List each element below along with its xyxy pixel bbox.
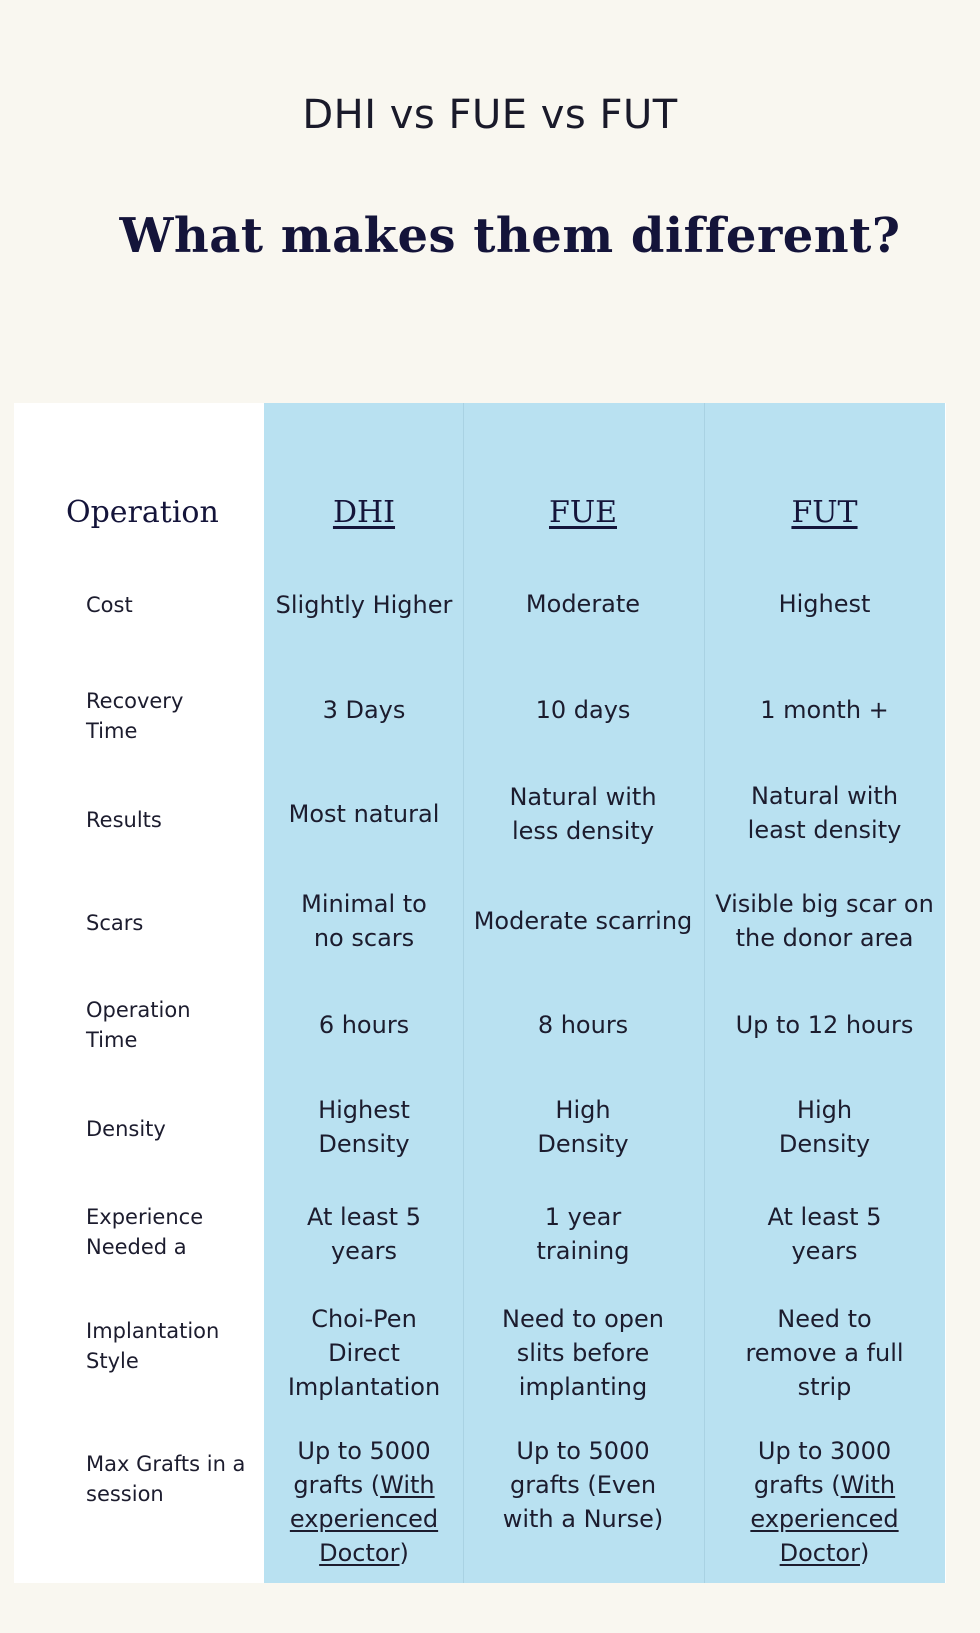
cell-grafts-fut: Up to 3000 grafts (With experienced Doctor) xyxy=(750,1437,899,1567)
cell-optime-fue: 8 hours xyxy=(537,1011,629,1039)
cell-optime-dhi: 6 hours xyxy=(318,1011,410,1039)
column-header-fue: FUE xyxy=(549,495,617,530)
experienced-doctor-link[interactable]: With experienced Doctor xyxy=(750,1471,899,1567)
cell-cost-dhi: Slightly Higher xyxy=(275,591,453,619)
row-label-implantation-style: Implantation Style xyxy=(86,1319,220,1373)
cell-density-fue: High Density xyxy=(537,1096,629,1158)
row-label-experience: Experience Needed a xyxy=(86,1205,204,1259)
cell-optime-fut: Up to 12 hours xyxy=(735,1011,914,1039)
row-label-cost: Cost xyxy=(86,593,133,617)
column-header-dhi: DHI xyxy=(332,495,396,530)
cell-grafts-dhi: Up to 5000 grafts (With experienced Doctor) xyxy=(289,1437,439,1567)
cell-density-dhi: Highest Density xyxy=(318,1096,410,1158)
row-label-max-grafts: Max Grafts in a session xyxy=(86,1452,246,1506)
cell-recovery-dhi: 3 Days xyxy=(322,696,406,724)
cell-experience-dhi: At least 5 years xyxy=(307,1203,421,1265)
cell-implantation-dhi: Choi-Pen Direct Implantation xyxy=(287,1305,441,1401)
comparison-subtitle: DHI vs FUE vs FUT xyxy=(302,92,678,138)
row-label-density: Density xyxy=(86,1117,166,1141)
row-label-operation-time: Operation Time xyxy=(86,998,191,1052)
cell-recovery-fue: 10 days xyxy=(535,696,631,724)
cell-results-fut: Natural with least density xyxy=(747,782,902,844)
experienced-doctor-link[interactable]: With experienced Doctor xyxy=(289,1471,439,1567)
cell-results-fue: Natural with less density xyxy=(509,783,657,845)
cell-scars-fut: Visible big scar on the donor area xyxy=(715,890,934,952)
cell-implantation-fue: Need to open slits before implanting xyxy=(502,1305,664,1401)
cell-scars-fue: Moderate scarring xyxy=(473,907,693,935)
cell-cost-fue: Moderate xyxy=(525,590,641,618)
row-label-results: Results xyxy=(86,808,162,832)
operation-header: Operation xyxy=(66,495,219,530)
cell-experience-fue: 1 year training xyxy=(536,1203,630,1265)
row-label-scars: Scars xyxy=(86,911,144,935)
cell-cost-fut: Highest xyxy=(778,590,871,618)
cell-scars-dhi: Minimal to no scars xyxy=(301,890,427,952)
cell-results-dhi: Most natural xyxy=(288,800,440,828)
cell-experience-fut: At least 5 years xyxy=(767,1203,882,1265)
cell-grafts-fue: Up to 5000 grafts (Even with a Nurse) xyxy=(502,1437,664,1533)
column-header-fut: FUT xyxy=(791,495,858,530)
page-headline: What makes them different? xyxy=(119,208,901,264)
cell-implantation-fut: Need to remove a full strip xyxy=(745,1305,904,1401)
cell-recovery-fut: 1 month + xyxy=(760,696,889,724)
row-label-recovery-time: Recovery Time xyxy=(86,689,184,743)
cell-density-fut: High Density xyxy=(778,1096,871,1158)
